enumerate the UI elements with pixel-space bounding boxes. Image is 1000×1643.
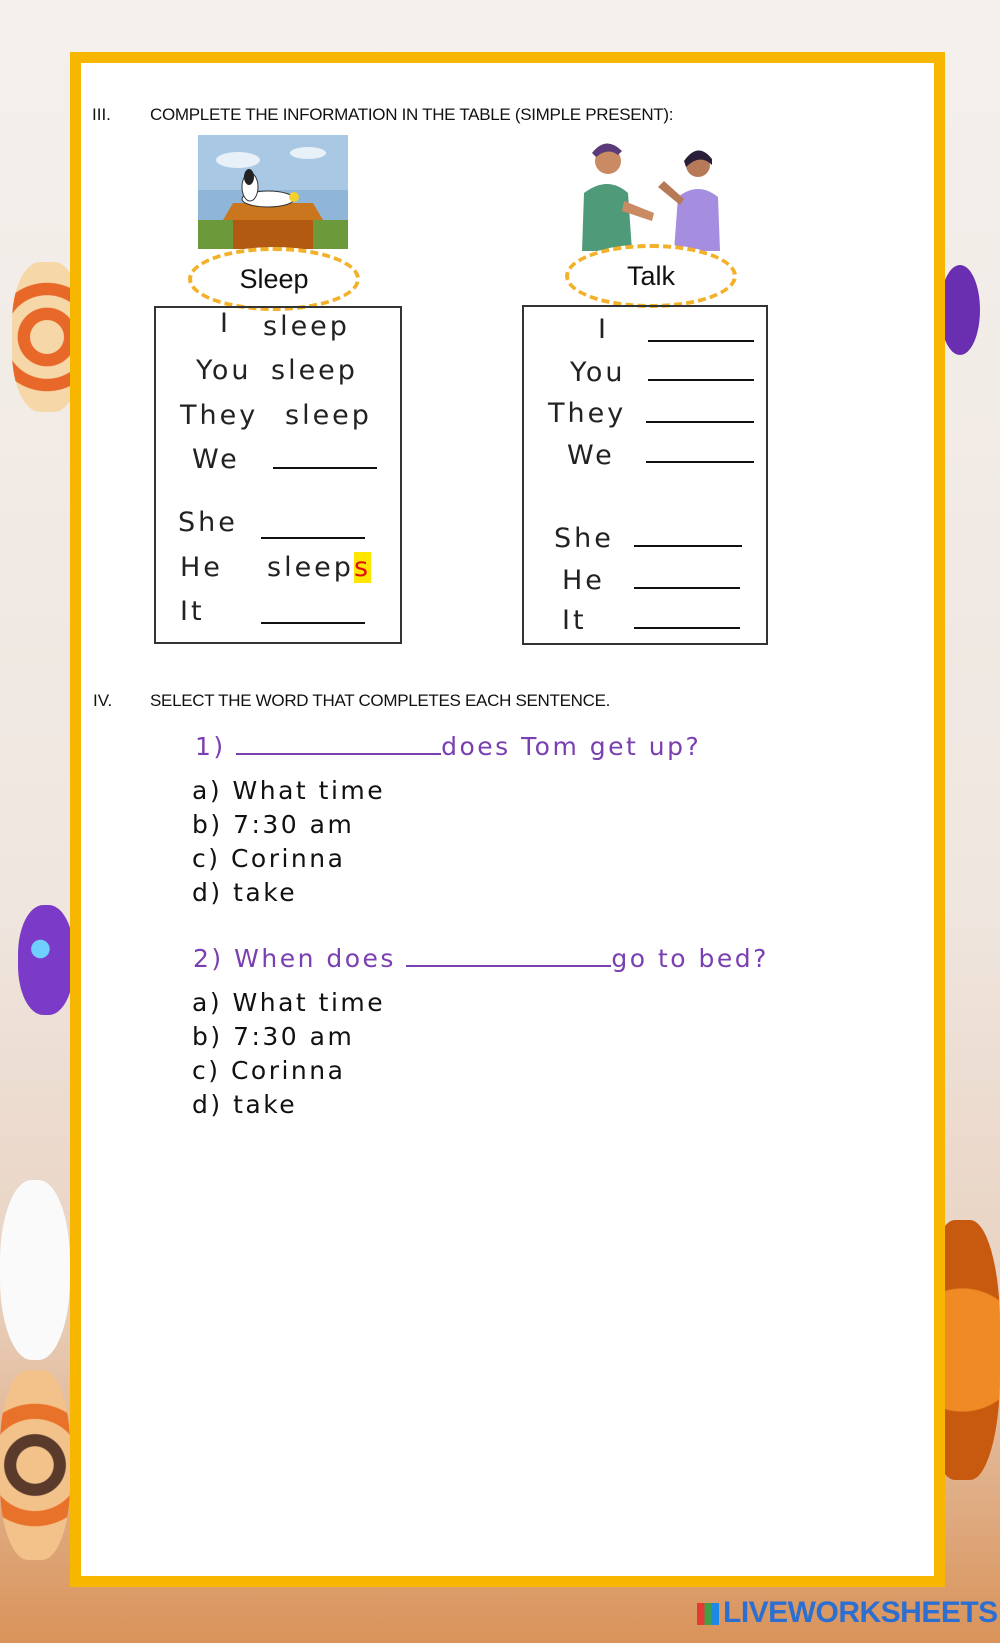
question-1: [195, 732, 701, 761]
talk-row-2-pronoun: You: [570, 357, 626, 388]
talk-row-3-blank[interactable]: [646, 421, 754, 423]
talk-row-6-blank[interactable]: [634, 587, 740, 589]
sleep-row-7-blank[interactable]: [261, 622, 365, 624]
sleep-row-4-blank[interactable]: [273, 467, 377, 469]
question-2-number: 2): [193, 944, 224, 973]
talk-row-7-pronoun: It: [562, 605, 587, 636]
question-2: [193, 944, 769, 973]
candy-purple-right: [940, 265, 980, 355]
question-2-option-a[interactable]: a) What time: [192, 988, 386, 1017]
talk-row-6-pronoun: He: [562, 565, 605, 596]
sleep-row-4-pronoun: We: [192, 444, 240, 475]
question-1-option-b[interactable]: b) 7:30 am: [192, 810, 355, 839]
liveworksheets-logo: [697, 1596, 998, 1630]
question-2-text-after: go to bed?: [611, 944, 769, 973]
question-2-option-b[interactable]: b) 7:30 am: [192, 1022, 355, 1051]
question-2-blank[interactable]: [406, 965, 611, 967]
sleep-row-2-verb: sleep: [271, 355, 358, 386]
question-1-blank[interactable]: [236, 753, 441, 755]
section-4-number: IV.: [93, 691, 113, 710]
sleep-row-6-pronoun: He: [180, 552, 223, 583]
sleep-row-3-verb: sleep: [285, 400, 372, 431]
lollipop-swirl-bottom-left: [0, 1370, 70, 1560]
talk-row-4-blank[interactable]: [646, 461, 754, 463]
question-2-option-d[interactable]: d) take: [192, 1090, 298, 1119]
worksheet-sheet: [70, 52, 945, 1587]
ghost-left: [0, 1180, 70, 1360]
question-1-option-c[interactable]: c) Corinna: [192, 844, 346, 873]
talk-label-oval: [565, 244, 737, 308]
question-1-number: 1): [195, 732, 226, 761]
talk-row-2-blank[interactable]: [648, 379, 754, 381]
sleep-label-oval: [188, 247, 360, 311]
snoopy-sleeping-image: [198, 135, 348, 249]
sleep-row-6-stem: sleep: [267, 552, 354, 583]
question-1-option-d[interactable]: d) take: [192, 878, 298, 907]
talk-row-7-blank[interactable]: [634, 627, 740, 629]
sleep-row-6-suffix-highlight: s: [353, 552, 372, 583]
sleep-row-7-pronoun: It: [180, 596, 205, 627]
talk-row-4-pronoun: We: [567, 440, 615, 471]
people-talking-image: [562, 131, 742, 251]
candy-purple-left: [18, 905, 74, 1015]
liveworksheets-logo-icon: [697, 1603, 719, 1625]
section-4-title: SELECT THE WORD THAT COMPLETES EACH SENTENCE.: [150, 691, 611, 710]
sleep-row-1-verb: sleep: [263, 311, 350, 342]
talk-row-5-blank[interactable]: [634, 545, 742, 547]
talk-row-1-blank[interactable]: [648, 340, 754, 342]
section-3-title: COMPLETE THE INFORMATION IN THE TABLE (SIMPLE PRESENT):: [150, 105, 674, 124]
question-2-option-c[interactable]: c) Corinna: [192, 1056, 346, 1085]
talk-conjugation-box: [522, 305, 768, 645]
sleep-row-3-pronoun: They: [180, 400, 259, 431]
question-2-text-before: When does: [234, 944, 396, 973]
sleep-row-5-blank[interactable]: [261, 537, 365, 539]
liveworksheets-logo-text: LIVEWORKSHEETS: [723, 1596, 998, 1629]
sleep-row-5-pronoun: She: [178, 507, 238, 538]
section-3-number: III.: [92, 105, 111, 124]
talk-row-1-pronoun: I: [598, 314, 609, 345]
sleep-row-6-verb: [267, 552, 371, 583]
question-1-option-a[interactable]: a) What time: [192, 776, 386, 805]
talk-row-5-pronoun: She: [554, 523, 614, 554]
talk-row-3-pronoun: They: [548, 398, 627, 429]
sleep-row-1-pronoun: I: [220, 308, 231, 339]
sleep-row-2-pronoun: You: [196, 355, 252, 386]
talk-label: Talk: [626, 260, 675, 291]
sleep-label: Sleep: [239, 263, 309, 294]
question-1-text: does Tom get up?: [441, 732, 702, 761]
